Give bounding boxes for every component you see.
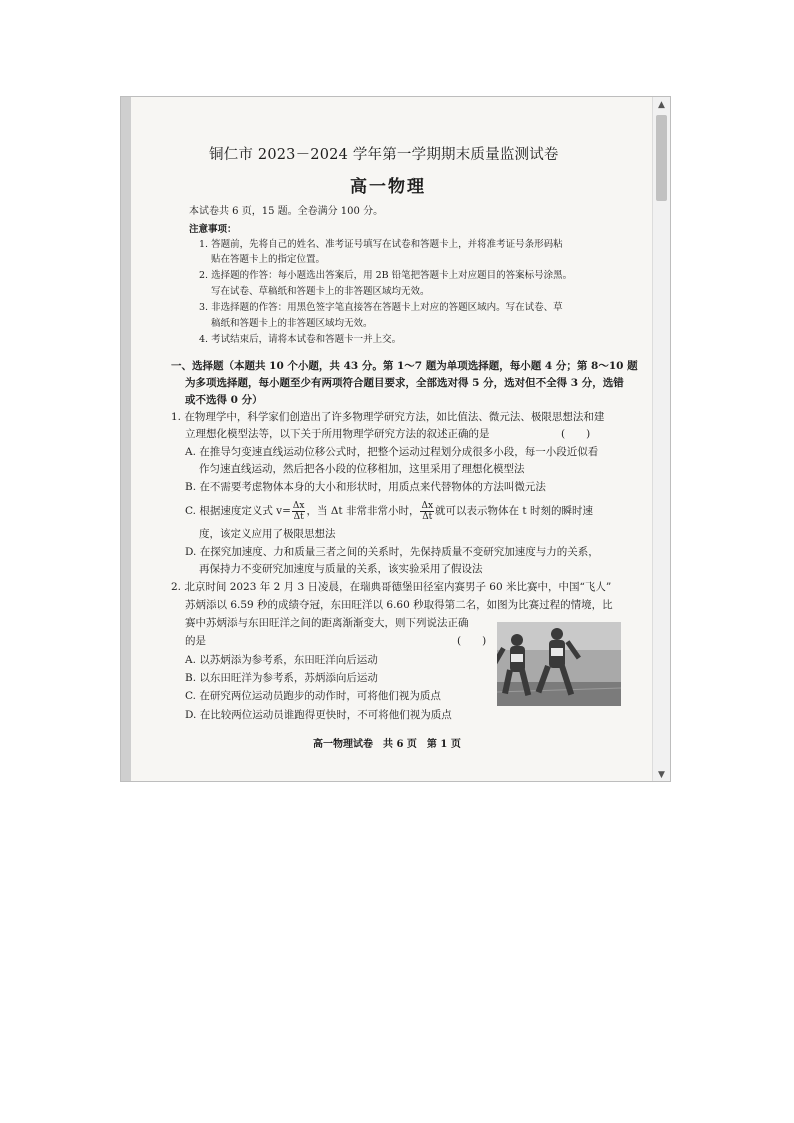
section-heading: 一、选择题（本题共 10 个小题，共 43 分。第 1～7 题为单项选择题，每小题 4 分；第 8～10 题: [171, 360, 638, 372]
sprinters-photo: [497, 622, 621, 706]
exam-title: 铜仁市 2023－2024 学年第一学期期末质量监测试卷: [209, 147, 559, 163]
notes-item: 2. 选择题的作答：每小题选出答案后，用 2B 铅笔把答题卡上对应题目的答案标号涂黑。: [199, 270, 573, 281]
option-a: A. 在推导匀变速直线运动位移公式时，把整个运动过程划分成很多小段，每一小段近似看: [185, 446, 599, 458]
option-c: 度，该定义应用了极限思想法: [199, 528, 336, 540]
option-d: D. 在探究加速度、力和质量三者之间的关系时，先保持质量不变研究加速度与力的关系，: [185, 546, 599, 558]
notes-item: 3. 非选择题的作答：用黑色签字笔直接答在答题卡上对应的答题区域内。写在试卷、草: [199, 302, 563, 313]
option-d: 再保持力不变研究加速度与质量的关系，该实验采用了假设法: [199, 563, 483, 575]
notes-item: 写在试卷、草稿纸和答题卡上的非答题区域均无效。: [211, 286, 430, 297]
scroll-thumb[interactable]: [656, 115, 667, 201]
notes-item: 1. 答题前，先将自己的姓名、准考证号填写在试卷和答题卡上，并将准考证号条形码粘: [199, 239, 563, 250]
question-2-stem: 苏炳添以 6.59 秒的成绩夺冠，东田旺洋以 6.60 秒取得第二名，如图为比赛过程的情境，比: [185, 599, 613, 611]
notes-item: 贴在答题卡上的指定位置。: [211, 254, 326, 265]
notes-heading: 注意事项：: [189, 224, 237, 235]
exam-page: [131, 97, 652, 782]
sprinters-photo-icon: [497, 622, 621, 706]
subject-title: 高一物理: [350, 177, 426, 197]
option-c: C. 在研究两位运动员跑步的动作时，可将他们视为质点: [185, 690, 441, 702]
fraction: $\frac{\Delta x}{\Delta t}$: [421, 500, 434, 522]
question-2-stem: 2. 北京时间 2023 年 2 月 3 日凌晨，在瑞典哥德堡田径室内赛男子 60 米比赛中，中国“飞人”: [171, 581, 612, 593]
section-heading: 为多项选择题，每小题至少有两项符合题目要求，全部选对得 5 分，选对但不全得 3 分，选错: [185, 377, 624, 389]
exam-intro: 本试卷共 6 页，15 题。全卷满分 100 分。: [189, 206, 384, 217]
fraction: $\frac{\Delta x}{\Delta t}$: [292, 500, 305, 522]
page-footer: 高一物理试卷 共 6 页 第 1 页: [313, 739, 461, 750]
option-d: D. 在比较两位运动员谁跑得更快时，不可将他们视为质点: [185, 709, 452, 721]
answer-paren: ( ): [561, 428, 591, 440]
vertical-scrollbar[interactable]: [652, 97, 670, 782]
answer-paren: ( ): [457, 635, 487, 647]
section-heading: 或不选得 0 分）: [185, 394, 263, 406]
option-a: A. 以苏炳添为参考系，东田旺洋向后运动: [185, 654, 378, 666]
notes-item: 4. 考试结束后，请将本试卷和答题卡一并上交。: [199, 334, 402, 345]
scroll-down-arrow-icon[interactable]: ▼: [658, 770, 665, 780]
option-c: C. 根据速度定义式 v= $\frac{\Delta x}{\Delta t}$ ，当 Δt 非常非常小时， $\frac{\Delta x}{\Delta t}$ 就可以表示物体在 t 时刻的瞬时速: [185, 500, 593, 522]
scroll-up-arrow-icon[interactable]: ▲: [658, 100, 665, 110]
question-2-stem: 赛中苏炳添与东田旺洋之间的距离渐渐变大，则下列说法正确: [185, 617, 469, 629]
document-viewer: [120, 96, 671, 782]
option-a: 作匀速直线运动，然后把各小段的位移相加，这里采用了理想化模型法: [199, 463, 525, 475]
option-b: B. 在不需要考虑物体本身的大小和形状时，用质点来代替物体的方法叫微元法: [185, 481, 546, 493]
option-b: B. 以东田旺洋为参考系，苏炳添向后运动: [185, 672, 378, 684]
question-1-stem: 立理想化模型法等，以下关于所用物理学研究方法的叙述正确的是: [185, 428, 490, 440]
question-2-stem: 的是: [185, 635, 206, 647]
notes-item: 稿纸和答题卡上的非答题区域均无效。: [211, 318, 373, 329]
question-1-stem: 1. 在物理学中，科学家们创造出了许多物理学研究方法，如比值法、微元法、极限思想法和建: [171, 411, 605, 423]
